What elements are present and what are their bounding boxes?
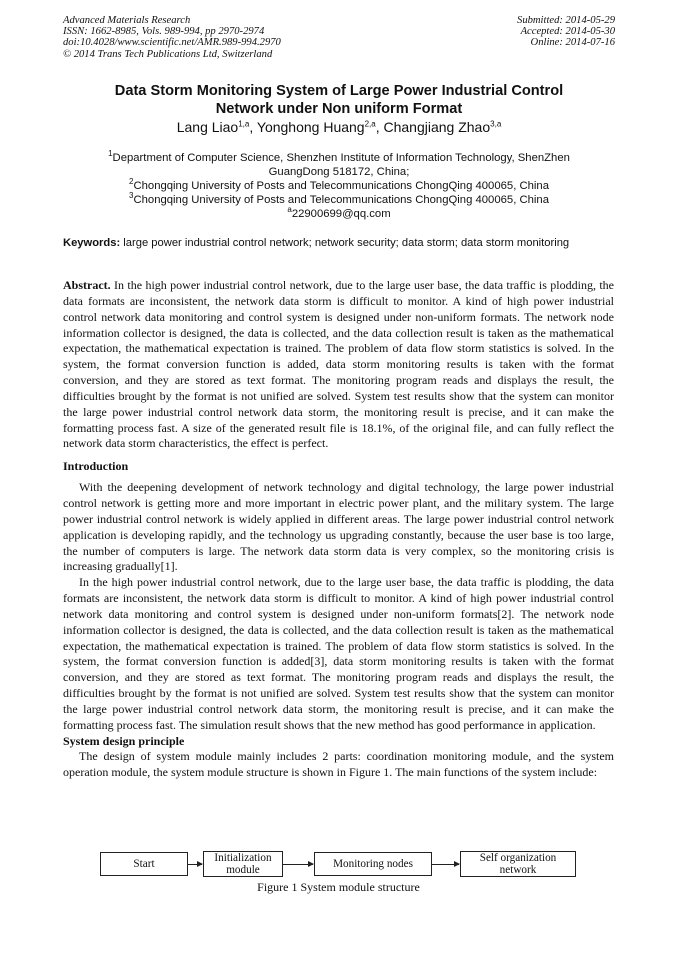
section-heading-introduction: Introduction <box>63 459 129 474</box>
email-text: 22900699@qq.com <box>291 208 391 220</box>
author-email <box>63 207 615 221</box>
figure-caption: Figure 1 System module structure <box>257 880 420 894</box>
abstract-text: In the high power industrial control network, due to the large user base, the data traffic is plodding, the data formats are inconsistent, the network data storm is difficult to monitor. A kind of high power industrial control network data monitoring and control system is designed under non-uniform formats. The network node information collector is designed, the data is collected, and the data collection result is taken as the mathematical expectation, the mathematical expectation is trained. The problem of data flow storm statistics is solved. In the system, the format conversion function is added, data storm monitoring results is taken with the format conversion, and they are stored as text format. The monitoring program reads and displays the result, the difficulties brought by the format is not unified are solved. System test results show that the system can monitor the large power industrial control network data storm, the monitoring result is precise, and it can make the formatting process fast. A size of the generated result file is 18.1%, of the original file, and can fully reflect the network data storm characteristics, the effect is perfect. <box>63 278 614 451</box>
author-list <box>40 118 638 136</box>
author-superscript: 3,a <box>490 119 502 129</box>
affiliation-superscript: 1 <box>108 149 113 159</box>
system-design-paragraph: The design of system module mainly includes 2 parts: coordination monitoring module, and the system operation module, the system module structure is shown in Figure 1. The main functions of the system include: <box>63 749 614 780</box>
author-name: Changjiang Zhao <box>383 119 491 135</box>
journal-doi: doi:10.4028/www.scientific.net/AMR.989-994.2970 <box>63 37 281 49</box>
paper-title <box>40 82 638 118</box>
diagram-box-start: Start <box>100 852 188 876</box>
journal-copyright: © 2014 Trans Tech Publications Ltd, Switzerland <box>63 48 273 60</box>
journal-header-left <box>63 15 281 60</box>
diagram-arrow <box>432 864 459 865</box>
spacer <box>63 452 614 459</box>
author-separator: , <box>375 119 384 135</box>
affiliations <box>63 151 615 221</box>
submitted-date: Submitted: 2014-05-29 <box>517 15 615 26</box>
keywords-label: Keywords: <box>63 237 121 249</box>
affiliation-superscript: 3 <box>129 191 134 201</box>
module-structure-diagram <box>95 849 615 883</box>
diagram-box-initialization: Initialization module <box>203 851 283 877</box>
paper-title-line-2: Network under Non uniform Format <box>215 101 463 117</box>
section-heading-system-design: System design principle <box>63 733 185 748</box>
journal-issn: ISSN: 1662-8985, Vols. 989-994, pp 2970-2974 <box>63 26 265 38</box>
affiliation-text: Chongqing University of Posts and Telecommunications ChongQing 400065, China <box>133 180 549 192</box>
author-separator: , <box>249 119 257 135</box>
affiliation-1-cont: GuangDong 518172, China; <box>268 166 410 178</box>
author-superscript: 1,a <box>238 119 250 129</box>
intro-paragraph-2: In the high power industrial control network, due to the large user base, the data traffic is plodding, the data formats are inconsistent, the network data storm is difficult to monitor. A kind of high power industrial control network data monitoring and control system is designed under non-uniform formats[2]. The network node information collector is designed, the data is collected, and the data collection result is taken as the mathematical expectation, the mathematical expectation is trained. The problem of data flow storm statistics is solved. In the system, the format conversion function is added[3], data storm monitoring results is taken with the format conversion, and they are stored as text format. The monitoring program reads and displays the result, the difficulties brought by the format is not unified are solved. System test results show that the system can monitor the large power industrial control network data storm, the monitoring result is precise, and it can make the formatting process fast. The simulation result shows that the new method has good performance in application. <box>63 575 614 732</box>
author-name: Lang Liao <box>176 119 239 135</box>
paper-body <box>63 278 614 781</box>
accepted-date: Accepted: 2014-05-30 <box>520 26 615 38</box>
affiliation-superscript: 2 <box>129 177 134 187</box>
keywords <box>63 236 614 251</box>
keywords-text: large power industrial control network; network security; data storm; data storm monitoring <box>120 237 570 249</box>
affiliation-3 <box>63 193 615 207</box>
paper-title-line-1: Data Storm Monitoring System of Large Power Industrial Control <box>114 83 564 99</box>
diagram-box-monitoring-nodes: Monitoring nodes <box>314 852 432 876</box>
author-superscript: 2,a <box>364 119 376 129</box>
abstract <box>63 278 614 452</box>
diagram-arrow <box>283 864 313 865</box>
affiliation-2 <box>63 179 615 193</box>
diagram-box-self-organization: Self organization network <box>460 851 576 877</box>
affiliation-text: Department of Computer Science, Shenzhen Institute of Information Technology, ShenZhen <box>112 152 570 164</box>
diagram-arrow <box>188 864 202 865</box>
journal-name: Advanced Materials Research <box>63 15 191 26</box>
email-superscript: a <box>287 205 292 215</box>
intro-paragraph-1: With the deepening development of network technology and digital technology, the large power industrial control network is getting more and more important in electric power plant, and the military system. The large power industrial control network is widely applied in different areas. The large power industrial control network application is developing rapidly, and the technology us upgrading constantly, because the user base is too large, the number of computers is large. The network data storm data is very complex, so the monitoring crisis is increasing gradually[1]. <box>63 480 614 574</box>
online-date: Online: 2014-07-16 <box>530 37 615 49</box>
abstract-label: Abstract. <box>63 278 111 292</box>
author-name: Yonghong Huang <box>256 119 365 135</box>
affiliation-1 <box>63 151 615 165</box>
affiliation-text: Chongqing University of Posts and Telecommunications ChongQing 400065, China <box>133 194 549 206</box>
journal-header-right <box>517 15 615 49</box>
